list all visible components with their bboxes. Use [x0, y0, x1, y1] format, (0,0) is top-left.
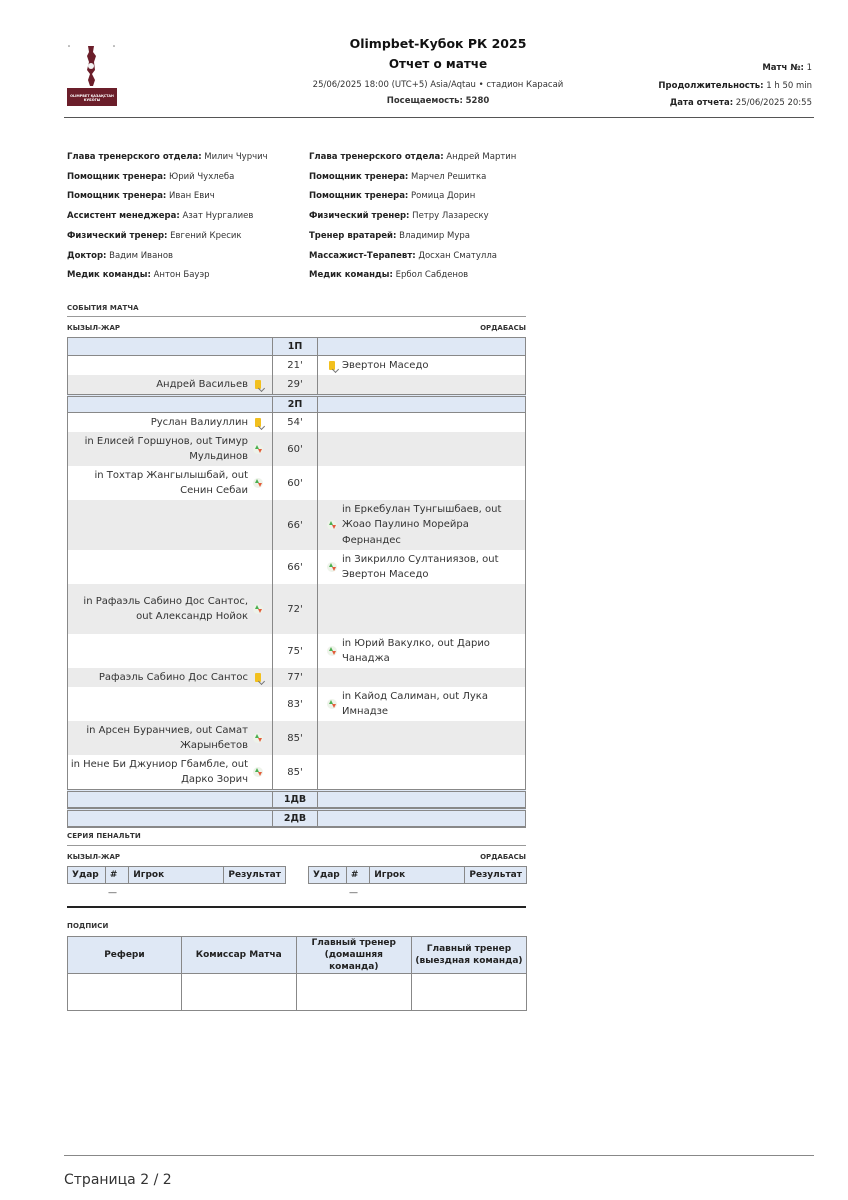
- event-icon-wrapper: [248, 380, 268, 389]
- substitution-icon: [253, 604, 263, 614]
- pen-home-col-player: Игрок: [129, 867, 224, 884]
- sig-col-referee: Рефери: [68, 937, 182, 974]
- report-subtitle: Отчет о матче: [388, 57, 488, 71]
- event-minute: 60': [272, 466, 318, 500]
- away-staff-member: [309, 270, 468, 280]
- event-description: in Кайод Салиман, out Лука Имнадзе: [342, 690, 488, 717]
- signatures-table: [67, 936, 527, 1011]
- event-description: in Елисей Горшунов, out Тимур Мульдинов: [84, 435, 248, 462]
- staff-name: Петру Лазареску: [412, 211, 489, 222]
- event-minute: 83': [272, 687, 318, 721]
- staff-name: Юрий Чухлеба: [169, 171, 235, 182]
- event-description: Руслан Валиуллин: [150, 416, 248, 428]
- period-away-cell: [318, 338, 526, 355]
- yellow-card-icon: [255, 418, 261, 427]
- away-staff-member: [309, 211, 489, 221]
- home-staff-member: [67, 251, 173, 261]
- event-away-cell: [318, 687, 526, 721]
- staff-role: Помощник тренера:: [67, 191, 167, 202]
- pen-away-empty: —: [349, 888, 358, 898]
- staff-role: Глава тренерского отдела:: [67, 152, 202, 162]
- home-staff-member: [67, 270, 210, 280]
- match-number-value: 1: [806, 63, 812, 73]
- event-home-cell: [67, 687, 272, 721]
- period-label: 1ДВ: [272, 792, 318, 807]
- event-row: [67, 584, 526, 634]
- footer-divider: [64, 1155, 814, 1156]
- match-duration: [572, 81, 812, 91]
- staff-role: Физический тренер:: [67, 230, 168, 241]
- event-minute: 77': [272, 668, 318, 687]
- events-away-team: ОРДАБАСЫ: [480, 324, 526, 332]
- match-number: [572, 63, 812, 73]
- pen-home-empty: —: [108, 888, 117, 898]
- penalties-bottom-line: [67, 906, 526, 908]
- event-icon-wrapper: [248, 478, 268, 488]
- event-home-cell: [67, 634, 272, 668]
- event-away-cell: [318, 668, 526, 687]
- away-staff-member: [309, 191, 475, 201]
- sig-box-away-coach[interactable]: [411, 974, 526, 1011]
- period-row: [67, 337, 526, 356]
- event-away-cell: [318, 584, 526, 634]
- substitution-icon: [253, 444, 263, 454]
- event-minute: 29': [272, 375, 318, 394]
- pen-away-col-shot: Удар: [309, 867, 347, 884]
- away-staff-member: [309, 231, 470, 241]
- event-away-cell: [318, 721, 526, 755]
- event-description: Рафаэль Сабино Дос Сантос: [98, 671, 248, 683]
- period-row: [67, 394, 526, 413]
- staff-role: Медик команды:: [309, 270, 393, 281]
- report-date-value: 25/06/2025 20:55: [735, 98, 812, 108]
- event-home-cell: [67, 755, 272, 789]
- event-description: in Тохтар Жангылышбай, out Сенин Себаи: [94, 469, 248, 496]
- event-minute: 72': [272, 584, 318, 634]
- events-section-divider: [67, 316, 526, 317]
- event-row: [67, 500, 526, 550]
- period-home-cell: [67, 397, 272, 412]
- events-table-bottom-border: [67, 827, 526, 828]
- substitution-icon: [253, 767, 263, 777]
- event-home-cell: [67, 500, 272, 550]
- logo-text: OLIMPBET ҚАЗАҚСТАН КУБОГЫ: [70, 94, 114, 102]
- duration-label: Продолжительность:: [658, 81, 764, 91]
- period-label: 1П: [272, 338, 318, 355]
- event-row: [67, 687, 526, 721]
- tournament-logo: [66, 40, 118, 108]
- event-description: in Юрий Вакулко, out Дарио Чанаджа: [342, 637, 490, 664]
- events-section-title: СОБЫТИЯ МАТЧА: [67, 304, 139, 312]
- staff-name: Досхан Сматулла: [418, 250, 497, 261]
- period-label: 2П: [272, 397, 318, 412]
- event-home-cell: [67, 550, 272, 584]
- substitution-icon: [253, 733, 263, 743]
- header-divider: [64, 117, 814, 118]
- home-staff-member: [67, 172, 234, 182]
- event-row: [67, 413, 526, 432]
- attendance: [250, 96, 626, 106]
- events-home-team: КЫЗЫЛ-ЖАР: [67, 324, 121, 332]
- event-icon-wrapper: [322, 699, 342, 709]
- pen-away-col-result: Результат: [465, 867, 527, 884]
- event-row: [67, 356, 526, 375]
- staff-role: Тренер вратарей:: [309, 230, 397, 241]
- event-icon-wrapper: [322, 562, 342, 572]
- penalties-home-team: КЫЗЫЛ-ЖАР: [67, 853, 121, 861]
- event-home-cell: [67, 721, 272, 755]
- period-home-cell: [67, 792, 272, 807]
- period-home-cell: [67, 811, 272, 826]
- away-staff-member: [309, 251, 497, 261]
- away-staff-member: [309, 152, 516, 162]
- substitution-icon: [327, 699, 337, 709]
- event-home-cell: [67, 375, 272, 394]
- event-home-cell: [67, 466, 272, 500]
- period-away-cell: [318, 792, 526, 807]
- period-row: [67, 808, 526, 827]
- staff-name: Андрей Мартин: [446, 152, 517, 162]
- staff-name: Антон Бауэр: [153, 270, 210, 281]
- yellow-card-icon: [255, 673, 261, 682]
- home-staff-member: [67, 152, 268, 162]
- event-description: in Еркебулан Тунгышбаев, out Жоао Паулино Морейра Фернандес: [342, 503, 502, 546]
- staff-role: Физический тренер:: [309, 211, 410, 222]
- sig-box-home-coach[interactable]: [296, 974, 411, 1011]
- staff-name: Ербол Сабденов: [395, 270, 469, 281]
- attendance-label: Посещаемость:: [386, 96, 463, 106]
- period-home-cell: [67, 338, 272, 355]
- period-row: [67, 789, 526, 808]
- event-minute: 21': [272, 356, 318, 375]
- event-description: Андрей Васильев: [156, 378, 248, 390]
- event-away-cell: [318, 466, 526, 500]
- staff-name: Азат Нургалиев: [182, 211, 254, 222]
- staff-role: Массажист-Терапевт:: [309, 250, 416, 261]
- event-description: Эвертон Маседо: [342, 359, 429, 371]
- duration-value: 1 h 50 min: [766, 81, 812, 91]
- event-description: in Нене Би Джуниор Гбамбле, out Дарко Зорич: [70, 758, 248, 785]
- staff-name: Иван Евич: [169, 191, 215, 202]
- pen-home-col-result: Результат: [224, 867, 286, 884]
- sig-box-referee[interactable]: [68, 974, 182, 1011]
- penalties-away-table: [308, 866, 527, 884]
- event-icon-wrapper: [248, 418, 268, 427]
- event-away-cell: [318, 755, 526, 789]
- event-home-cell: [67, 356, 272, 375]
- match-events-table: [67, 337, 526, 828]
- event-home-cell: [67, 432, 272, 466]
- event-away-cell: [318, 550, 526, 584]
- away-staff-member: [309, 172, 486, 182]
- substitution-icon: [327, 520, 337, 530]
- event-icon-wrapper: [322, 361, 342, 370]
- penalties-section-divider: [67, 845, 526, 846]
- event-away-cell: [318, 432, 526, 466]
- pen-home-col-number: #: [105, 867, 128, 884]
- report-date: [572, 98, 812, 108]
- event-row: [67, 375, 526, 394]
- event-home-cell: [67, 584, 272, 634]
- event-row: [67, 466, 526, 500]
- event-icon-wrapper: [322, 646, 342, 656]
- staff-role: Помощник тренера:: [309, 171, 409, 182]
- event-icon-wrapper: [322, 520, 342, 530]
- signatures-section-title: ПОДПИСИ: [67, 922, 109, 930]
- home-staff-member: [67, 211, 253, 221]
- staff-name: Марчел Решитка: [411, 171, 487, 182]
- event-icon-wrapper: [248, 604, 268, 614]
- match-number-label: Матч №:: [762, 63, 804, 73]
- pen-home-col-shot: Удар: [68, 867, 106, 884]
- yellow-card-icon: [329, 361, 335, 370]
- sig-col-commissioner: Комиссар Матча: [181, 937, 296, 974]
- event-home-cell: [67, 668, 272, 687]
- staff-role: Доктор:: [67, 250, 107, 261]
- event-description: in Арсен Буранчиев, out Самат Жарынбетов: [86, 724, 248, 751]
- event-row: [67, 755, 526, 789]
- sig-col-home-coach: Главный тренер (домашняя команда): [296, 937, 411, 974]
- event-minute: 85': [272, 755, 318, 789]
- report-title: Olimpbet-Кубок РК 2025: [349, 36, 527, 51]
- penalties-section-title: СЕРИЯ ПЕНАЛЬТИ: [67, 832, 141, 840]
- attendance-value: 5280: [465, 96, 490, 106]
- staff-role: Помощник тренера:: [309, 191, 409, 202]
- event-icon-wrapper: [248, 444, 268, 454]
- period-away-cell: [318, 397, 526, 412]
- sig-col-away-coach: Главный тренер (выездная команда): [411, 937, 526, 974]
- event-minute: 66': [272, 500, 318, 550]
- home-staff-member: [67, 231, 242, 241]
- event-away-cell: [318, 634, 526, 668]
- sig-box-commissioner[interactable]: [181, 974, 296, 1011]
- event-away-cell: [318, 356, 526, 375]
- event-row: [67, 432, 526, 466]
- staff-role: Глава тренерского отдела:: [309, 152, 444, 162]
- event-row: [67, 668, 526, 687]
- event-row: [67, 634, 526, 668]
- event-minute: 75': [272, 634, 318, 668]
- event-away-cell: [318, 413, 526, 432]
- substitution-icon: [327, 646, 337, 656]
- report-date-label: Дата отчета:: [669, 98, 734, 108]
- staff-name: Вадим Иванов: [109, 250, 174, 261]
- event-minute: 66': [272, 550, 318, 584]
- staff-name: Милич Чурчич: [204, 152, 268, 162]
- event-minute: 60': [272, 432, 318, 466]
- staff-role: Ассистент менеджера:: [67, 211, 180, 222]
- event-description: in Рафаэль Сабино Дос Сантос, out Александр Нойок: [83, 595, 248, 622]
- event-icon-wrapper: [248, 733, 268, 743]
- staff-role: Медик команды:: [67, 270, 151, 281]
- event-row: [67, 721, 526, 755]
- yellow-card-icon: [255, 380, 261, 389]
- event-icon-wrapper: [248, 673, 268, 682]
- event-row: [67, 550, 526, 584]
- period-away-cell: [318, 811, 526, 826]
- event-icon-wrapper: [248, 767, 268, 777]
- staff-name: Владимир Мура: [399, 230, 470, 241]
- period-label: 2ДВ: [272, 811, 318, 826]
- staff-name: Евгений Кресик: [170, 230, 242, 241]
- pen-away-col-number: #: [346, 867, 369, 884]
- penalties-away-team: ОРДАБАСЫ: [480, 853, 526, 861]
- staff-name: Ромица Дорин: [411, 191, 476, 202]
- event-home-cell: [67, 413, 272, 432]
- event-away-cell: [318, 500, 526, 550]
- event-away-cell: [318, 375, 526, 394]
- event-minute: 54': [272, 413, 318, 432]
- match-datetime-venue: 25/06/2025 18:00 (UTC+5) Asia/Aqtau • стадион Карасай: [312, 80, 564, 90]
- pen-away-col-player: Игрок: [370, 867, 465, 884]
- staff-role: Помощник тренера:: [67, 171, 167, 182]
- event-minute: 85': [272, 721, 318, 755]
- page-number: Страница 2 / 2: [64, 1172, 172, 1188]
- substitution-icon: [327, 562, 337, 572]
- penalties-home-table: [67, 866, 286, 884]
- event-description: in Зикрилло Султаниязов, out Эвертон Маседо: [342, 553, 499, 580]
- home-staff-member: [67, 191, 215, 201]
- substitution-icon: [253, 478, 263, 488]
